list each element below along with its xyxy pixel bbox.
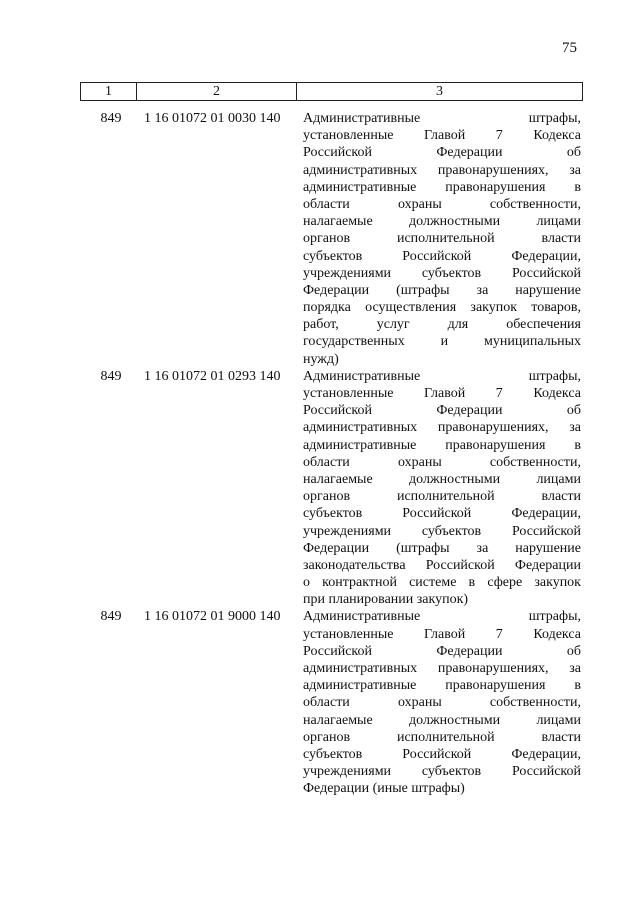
- description-line: административных правонарушениях, за: [303, 162, 581, 178]
- column-header-table: [80, 82, 583, 101]
- admin-code-cell: 849: [100, 111, 122, 126]
- table-row: [0, 368, 639, 609]
- description-line: административные правонарушения в: [303, 678, 581, 694]
- description-line: Российской Федерации об: [303, 643, 581, 659]
- description-line: административных правонарушениях, за: [303, 661, 581, 676]
- description-line: работ, услуг для обеспечения: [303, 317, 581, 333]
- description-cell: [303, 110, 581, 368]
- description-line: органов исполнительной власти: [303, 231, 581, 247]
- table-row: [0, 110, 639, 368]
- description-line: установленные Главой 7 Кодекса: [303, 626, 581, 642]
- admin-code-cell: 849: [100, 368, 122, 384]
- description-line: области охраны собственности,: [303, 454, 581, 470]
- description-line: субъектов Российской Федерации,: [303, 248, 581, 264]
- kbk-code-cell: 1 16 01072 01 0030 140: [144, 111, 281, 126]
- description-line: установленные Главой 7 Кодекса: [303, 386, 581, 401]
- description-line: Федерации (иные штрафы): [303, 781, 465, 797]
- column-header-row: [81, 83, 583, 101]
- description-line: административных правонарушениях, за: [303, 420, 581, 436]
- description-line: Федерации (штрафы за нарушение: [303, 282, 581, 298]
- description-line: порядка осуществления закупок товаров,: [303, 300, 581, 316]
- description-line: учреждениями субъектов Российской: [303, 523, 581, 539]
- admin-code-cell: 849: [100, 609, 122, 625]
- column-header-1: 1: [81, 83, 137, 101]
- description-line: государственных и муниципальных: [303, 334, 581, 350]
- description-line: Административные штрафы,: [303, 368, 581, 384]
- kbk-code-cell: 1 16 01072 01 9000 140: [144, 609, 281, 625]
- description-line: налагаемые должностными лицами: [303, 712, 581, 728]
- description-line: законодательства Российской Федерации: [303, 557, 581, 573]
- description-line: органов исполнительной власти: [303, 489, 581, 505]
- description-line: налагаемые должностными лицами: [303, 471, 581, 487]
- description-line: учреждениями субъектов Российской: [303, 764, 581, 780]
- description-cell: [303, 608, 581, 797]
- description-line: административные правонарушения в: [303, 179, 581, 195]
- description-line: о контрактной системе в сфере закупок: [303, 575, 581, 591]
- description-line: административные правонарушения в: [303, 437, 581, 453]
- description-line: установленные Главой 7 Кодекса: [303, 128, 581, 144]
- column-header-3: 3: [297, 83, 583, 101]
- description-line: Административные штрафы,: [303, 111, 581, 126]
- kbk-code-cell: 1 16 01072 01 0293 140: [144, 368, 281, 384]
- description-line: Административные штрафы,: [303, 609, 581, 625]
- description-line: Федерации (штрафы за нарушение: [303, 540, 581, 556]
- column-header-2: 2: [137, 83, 297, 101]
- table-body: [0, 110, 639, 798]
- description-line: налагаемые должностными лицами: [303, 214, 581, 230]
- description-cell: [303, 368, 581, 609]
- description-line: при планировании закупок): [303, 592, 469, 608]
- description-line: субъектов Российской Федерации,: [303, 746, 581, 762]
- description-line: органов исполнительной власти: [303, 729, 581, 745]
- description-line: учреждениями субъектов Российской: [303, 265, 581, 281]
- description-line: области охраны собственности,: [303, 695, 581, 711]
- description-line: нужд): [303, 351, 339, 367]
- description-line: Российской Федерации об: [303, 403, 581, 419]
- description-line: области охраны собственности,: [303, 196, 581, 212]
- page-number: 75: [562, 40, 577, 56]
- table-row: [0, 608, 639, 797]
- description-line: Российской Федерации об: [303, 145, 581, 161]
- description-line: субъектов Российской Федерации,: [303, 506, 581, 522]
